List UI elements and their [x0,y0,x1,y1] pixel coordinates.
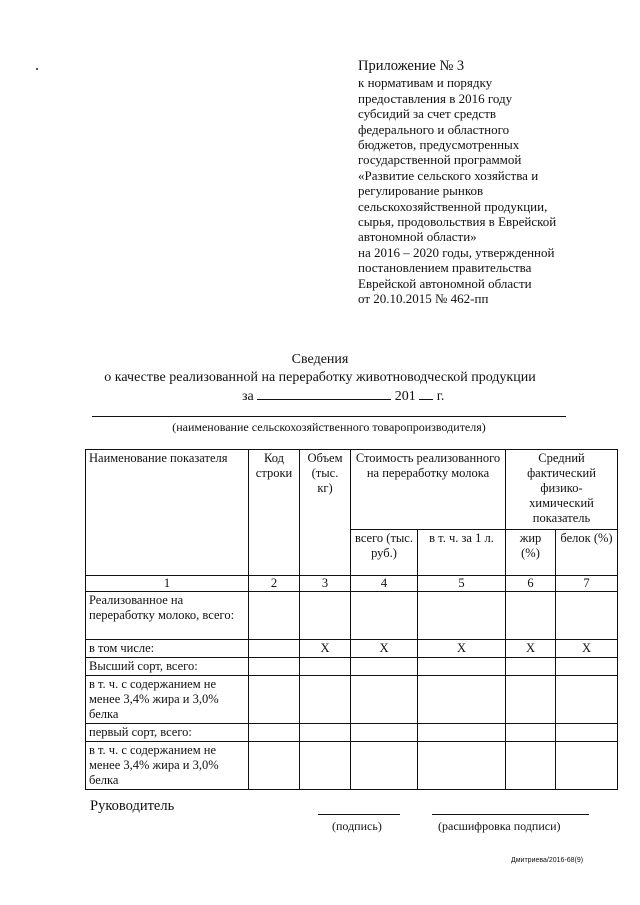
appendix-line: бюджетов, предусмотренных [358,137,520,153]
table-row [86,676,618,724]
column-number: 6 [506,576,556,592]
appendix-block [358,59,628,307]
table-cell [249,724,300,742]
period-prefix: за [242,389,254,404]
appendix-line: на 2016 – 2020 годы, утвержденной [358,244,555,260]
signature-line [318,814,400,815]
producer-name-line [92,416,566,417]
x-mark: X [351,640,418,658]
column-number: 4 [351,576,418,592]
table-row [86,592,618,640]
decoding-line [432,814,589,815]
table-cell [249,640,300,658]
table-cell [506,676,556,724]
appendix-line: государственной программой [358,152,522,168]
table-cell [351,724,418,742]
x-mark: X [300,640,351,658]
appendix-line: сельскохозяйственной продукции, [358,198,548,214]
table-cell [351,658,418,676]
appendix-line: федерального и областного [358,121,510,137]
x-mark: X [506,640,556,658]
table-cell [249,676,300,724]
x-mark: X [556,640,618,658]
quality-table [85,449,618,790]
header-cost: Стоимость реализованного на переработку молока [351,450,506,530]
header-protein: белок (%) [556,530,618,576]
row-label: Реализованное на переработку молоко, всего: [86,592,249,640]
table-cell [506,724,556,742]
appendix-line: автономной области» [358,229,477,245]
table-row [86,640,618,658]
table-cell [418,592,506,640]
table-cell [351,676,418,724]
table-cell [249,592,300,640]
document-title: Сведения [291,352,349,367]
table-cell [300,742,351,790]
table-cell [351,742,418,790]
table-cell [556,724,618,742]
appendix-line: постановлением правительства [358,260,532,276]
row-label: в том числе: [86,640,249,658]
document-subtitle: о качестве реализованной на переработку животноводческой продукции [104,370,536,385]
appendix-line: от 20.10.2015 № 462-пп [358,291,489,307]
row-label: Высший сорт, всего: [86,658,249,676]
appendix-line: к нормативам и порядку [358,75,493,91]
x-mark: X [418,640,506,658]
header-code: Код строки [249,450,300,576]
table-cell [249,742,300,790]
row-label: в т. ч. с содержанием не менее 3,4% жира и 3,0% белка [86,676,249,724]
table-cell [506,592,556,640]
year-blank [419,387,433,400]
period-suffix: г. [436,389,445,404]
period-year: 201 [394,389,416,404]
appendix-line: регулирование рынков [358,183,484,199]
table-row [86,742,618,790]
table-cell [300,676,351,724]
signature-caption: (подпись) [332,819,382,833]
appendix-line: сырья, продовольствия в Еврейской [358,214,557,230]
table-cell [300,658,351,676]
table-cell [418,676,506,724]
column-number: 1 [86,576,249,592]
header-cost-per-liter: в т. ч. за 1 л. [418,530,506,576]
table-row [86,658,618,676]
period-blank [257,387,391,400]
table-cell [418,658,506,676]
column-number: 2 [249,576,300,592]
column-number: 3 [300,576,351,592]
table-cell [556,658,618,676]
row-label: в т. ч. с содержанием не менее 3,4% жира и 3,0% белка [86,742,249,790]
table-cell [300,592,351,640]
table-cell [556,592,618,640]
header-cost-total: всего (тыс. руб.) [351,530,418,576]
table-cell [506,658,556,676]
table-cell [418,742,506,790]
table-cell [300,724,351,742]
appendix-line: Еврейской автономной области [358,275,532,291]
column-number: 5 [418,576,506,592]
table-cell [506,742,556,790]
head-label: Руководитель [90,798,175,814]
table-cell [249,658,300,676]
header-name: Наименование показателя [86,450,249,576]
decoding-caption: (расшифровка подписи) [438,819,561,833]
appendix-line: субсидий за счет средств [358,106,497,122]
table-cell [556,742,618,790]
header-average: Средний фактический физико-химический показатель [506,450,618,530]
column-number-row [86,576,618,592]
table-cell [556,676,618,724]
column-number: 7 [556,576,618,592]
appendix-line: предоставления в 2016 году [358,90,513,106]
table-cell [351,592,418,640]
header-volume: Объем (тыс. кг) [300,450,351,576]
table-cell [418,724,506,742]
document-code: Дмитриева/2016-68(9) [511,857,584,864]
appendix-line: «Развитие сельского хозяйства и [358,167,539,183]
header-fat: жир (%) [506,530,556,576]
row-label: первый сорт, всего: [86,724,249,742]
scan-speck [36,68,38,70]
table-row [86,724,618,742]
appendix-line: Приложение № 3 [358,58,465,74]
producer-caption: (наименование сельскохозяйственного товаропроизводителя) [172,420,486,434]
period-line [242,387,444,405]
